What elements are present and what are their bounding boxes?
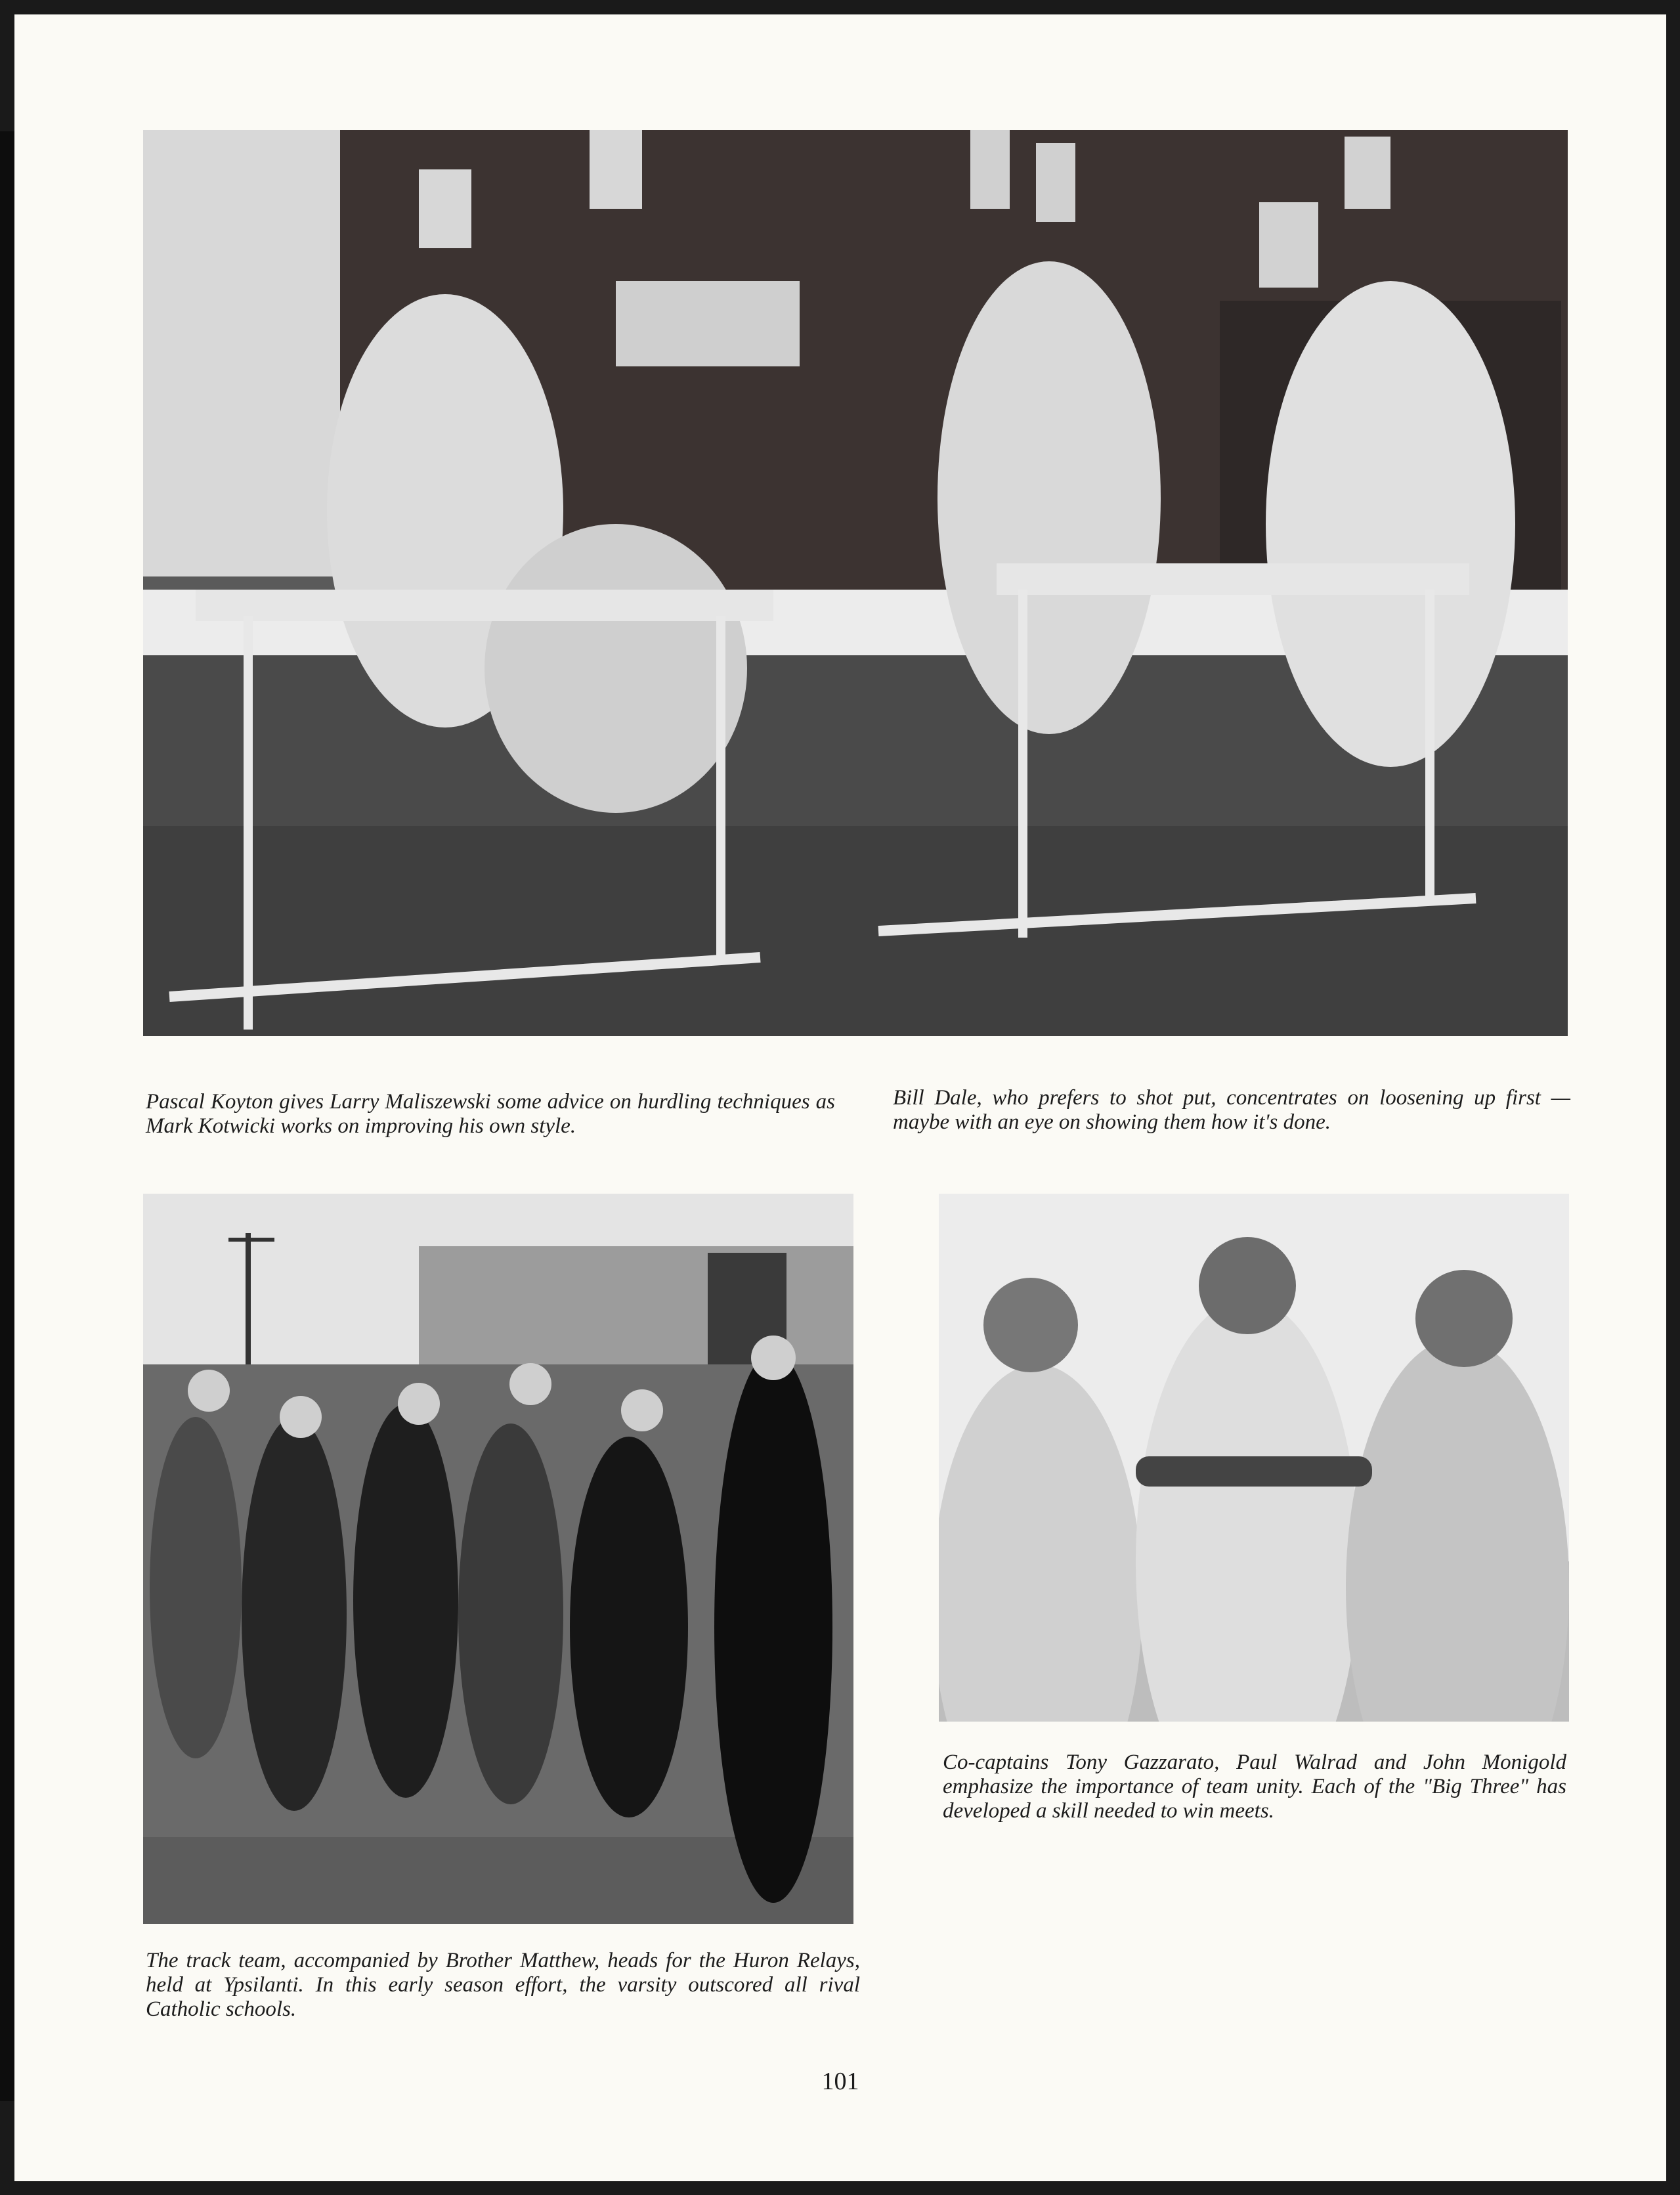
yearbook-page xyxy=(14,14,1666,2181)
co-captains-photo xyxy=(939,1194,1569,1722)
team-bus-caption: The track team, accompanied by Brother Matthew, heads for the Huron Relays, held at Ypsilanti. In this early season effort, the varsity outscored all rival Catholic schools. xyxy=(146,1949,860,2021)
team-bus-photo xyxy=(143,1194,853,1924)
photo-hurdle-practice-icon xyxy=(143,130,1568,1036)
page-number: 101 xyxy=(821,2068,859,2095)
hurdles-caption-right: Bill Dale, who prefers to shot put, concentrates on loosening up first — maybe with an eye on showing them how it's done. xyxy=(893,1086,1570,1134)
photo-co-captains-icon xyxy=(939,1194,1569,1722)
co-captains-caption: Co-captains Tony Gazzarato, Paul Walrad and John Monigold emphasize the importance of team unity. Each of the "Big Three" has developed a skill needed to win meets. xyxy=(943,1750,1566,1823)
photo-track-team-bus-icon xyxy=(143,1194,853,1924)
hurdles-caption-left: Pascal Koyton gives Larry Maliszewski some advice on hurdling techniques as Mark Kotwicki works on improving his own style. xyxy=(146,1090,835,1138)
hurdle-practice-photo xyxy=(143,130,1568,1036)
page-edge-shadow xyxy=(0,131,14,2101)
